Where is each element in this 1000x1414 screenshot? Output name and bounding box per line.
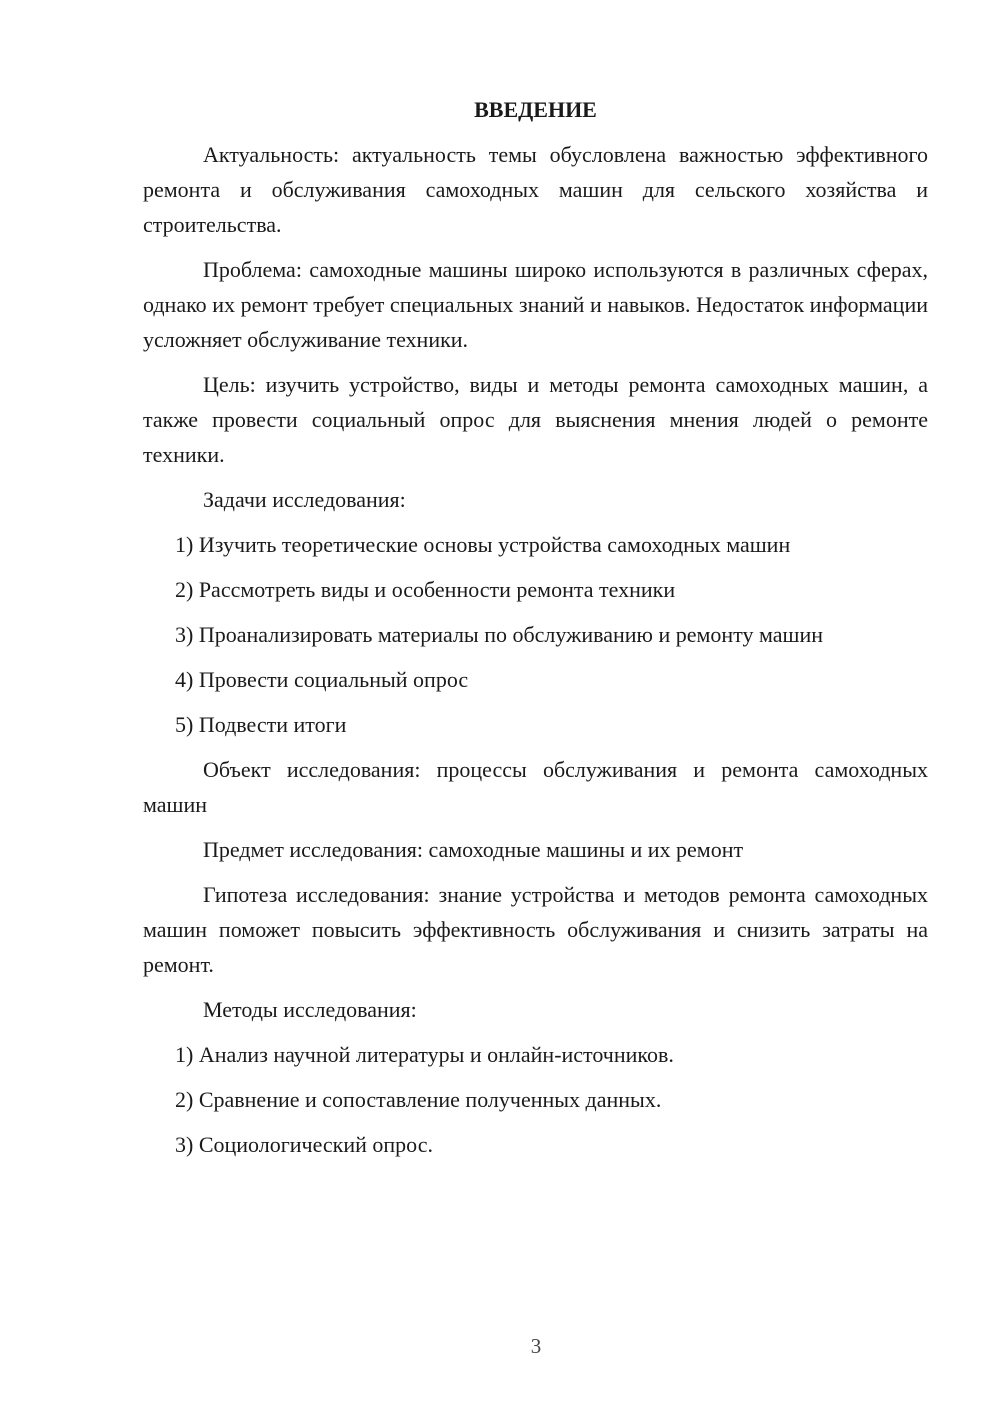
- hypothesis-paragraph: Гипотеза исследования: знание устройства и методов ремонта самоходных машин поможет повысить эффективность обслуживания и снизить затраты на ремонт.: [143, 882, 928, 977]
- relevance-paragraph: Актуальность: актуальность темы обусловлена важностью эффективного ремонта и обслуживания самоходных машин для сельского хозяйства и строительства.: [143, 142, 928, 237]
- list-item: 1) Анализ научной литературы и онлайн-источников.: [175, 1042, 674, 1067]
- page-title: ВВЕДЕНИЕ: [474, 97, 597, 122]
- list-item: 2) Рассмотреть виды и особенности ремонта техники: [175, 577, 676, 602]
- tasks-list: [143, 527, 928, 742]
- list-item: 1) Изучить теоретические основы устройства самоходных машин: [175, 532, 791, 557]
- page-content: [143, 92, 928, 1172]
- list-item: 4) Провести социальный опрос: [175, 667, 469, 692]
- list-item: 3) Социологический опрос.: [175, 1132, 433, 1157]
- subject-paragraph: Предмет исследования: самоходные машины и их ремонт: [203, 837, 744, 862]
- list-item: 5) Подвести итоги: [175, 712, 347, 737]
- methods-heading: Методы исследования:: [203, 997, 417, 1022]
- problem-paragraph: Проблема: самоходные машины широко используются в различных сферах, однако их ремонт требует специальных знаний и навыков. Недостаток информации усложняет обслуживание техники.: [143, 257, 928, 352]
- goal-paragraph: Цель: изучить устройство, виды и методы ремонта самоходных машин, а также провести социальный опрос для выяснения мнения людей о ремонте техники.: [143, 372, 928, 467]
- list-item: 3) Проанализировать материалы по обслуживанию и ремонту машин: [175, 622, 824, 647]
- tasks-heading: Задачи исследования:: [203, 487, 406, 512]
- object-paragraph: Объект исследования: процессы обслуживания и ремонта самоходных машин: [143, 757, 928, 817]
- methods-list: [143, 1037, 928, 1162]
- page-number: 3: [530, 1334, 542, 1358]
- list-item: 2) Сравнение и сопоставление полученных данных.: [175, 1087, 662, 1112]
